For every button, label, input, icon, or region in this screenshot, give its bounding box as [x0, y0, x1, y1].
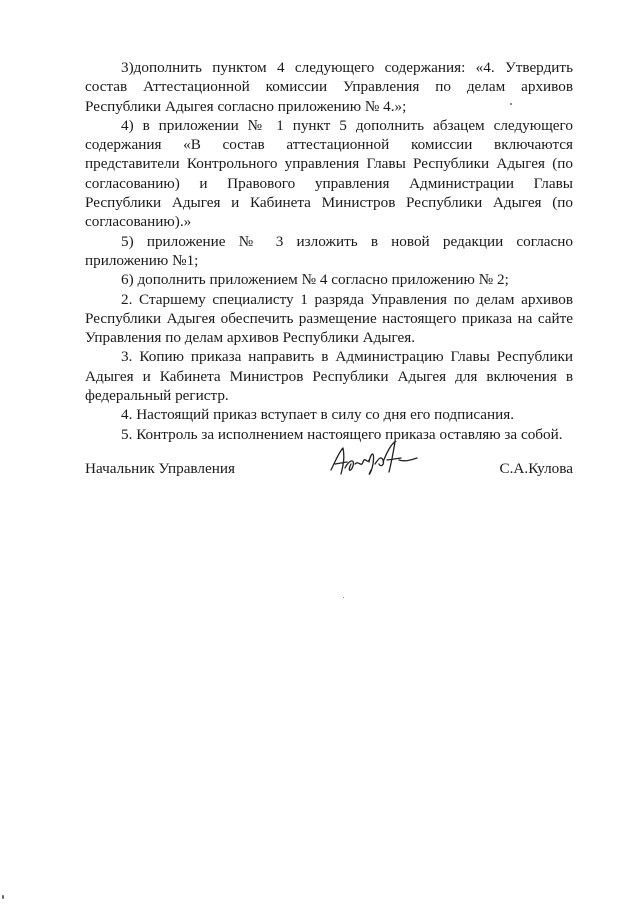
paragraph-item-5: 5) приложение № 3 изложить в новой редакции согласно приложению №1; — [85, 232, 573, 269]
handwritten-signature — [325, 434, 425, 484]
paragraph-clause-5: 5. Контроль за исполнением настоящего приказа оставляю за собой. — [121, 425, 563, 443]
signer-title: Начальник Управления — [85, 460, 235, 477]
scan-speck — [343, 597, 344, 598]
paragraph-clause-2: 2. Старшему специалисту 1 разряда Управления по делам архивов Республики Адыгея обеспечить размещение настоящего приказа на сайте Управления по делам архивов Республики Адыгея. — [85, 290, 573, 347]
paragraph-item-3: 3)дополнить пунктом 4 следующего содержания: «4. Утвердить состав Аттестационной комиссии Управления по делам архивов Республики Адыгея согласно приложению № 4.»; — [85, 59, 573, 115]
paragraph-clause-4: 4. Настоящий приказ вступает в силу со дня его подписания. — [121, 406, 515, 424]
paragraph-item-4: 4) в приложении № 1 пункт 5 дополнить абзацем следующего содержания «В состав аттестационной комиссии включаются представители Контрольного управления Главы Республики Адыгея (по согласованию) и Правового управления Администрации Главы Республики Адыгея и Кабинета Министров Республики Адыгея (по согласованию).» — [85, 116, 573, 231]
order-body — [85, 58, 573, 444]
scan-speck — [2, 895, 4, 899]
scan-speck — [510, 103, 512, 105]
signature-block — [85, 460, 573, 500]
signer-name: С.А.Кулова — [499, 460, 573, 477]
paragraph-item-6: 6) дополнить приложением № 4 согласно приложению № 2; — [121, 271, 509, 289]
paragraph-clause-3: 3. Копию приказа направить в Администрацию Главы Республики Адыгея и Кабинета Министров Республики Адыгея для включения в федеральный регистр. — [85, 348, 573, 405]
